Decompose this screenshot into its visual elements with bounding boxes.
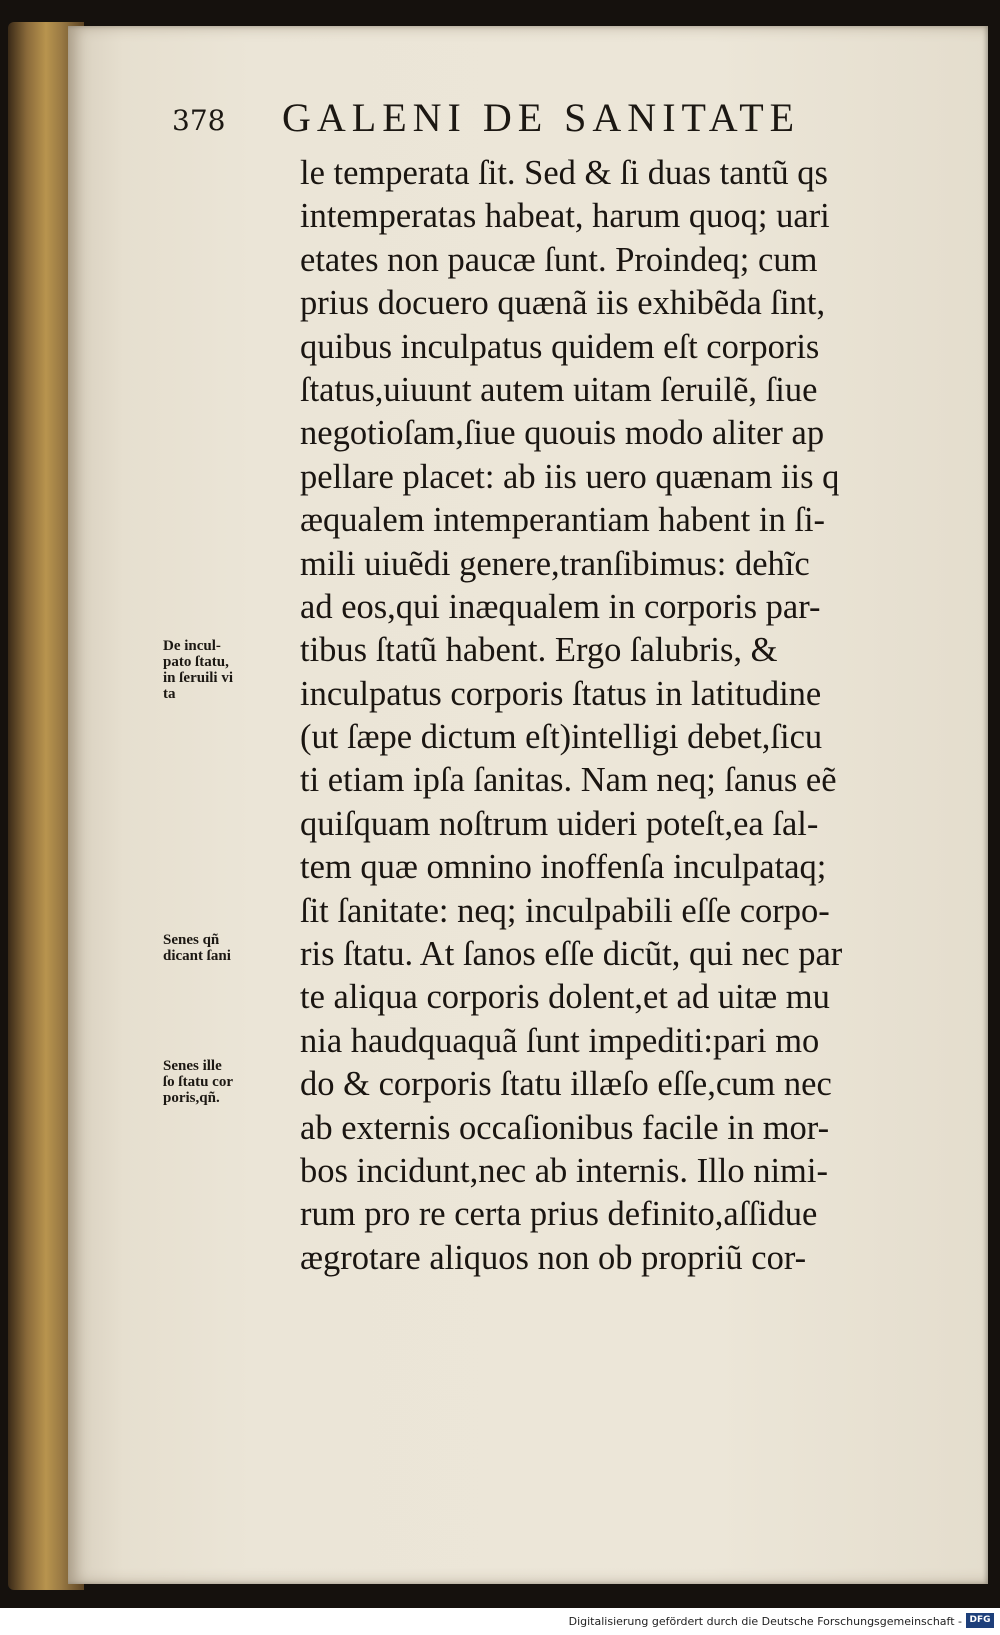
text-line: tibus ſtatũ habent. Ergo ſalubris, &	[300, 631, 778, 670]
text-line: ris ſtatu. At ſanos eſſe dicũt, qui nec par	[300, 935, 843, 974]
text-line: etates non paucæ ſunt. Proindeq; cum	[300, 240, 818, 279]
text-line: pellare placet: ab iis uero quænam iis q	[300, 457, 840, 496]
marginal-note-inculpato-statu	[163, 638, 303, 702]
text-line: quibus inculpatus quidem eſt corporis	[300, 327, 820, 366]
marginal-note-line: Senes qñ	[163, 932, 220, 948]
page-number: 378	[172, 104, 226, 137]
dfg-logo: DFG	[966, 1613, 994, 1628]
marginal-note-line: De incul-	[163, 638, 221, 654]
text-line: nia haudquaquã ſunt impediti:pari mo	[300, 1021, 820, 1060]
marginal-note-line: in ſeruili vi	[163, 670, 234, 686]
text-line: ſtatus,uiuunt autem uitam ſeruilẽ, ſiue	[300, 370, 818, 409]
text-line: tem quæ omnino inoffenſa inculpataq;	[300, 848, 827, 887]
text-line: te aliqua corporis dolent,et ad uitæ mu	[300, 978, 830, 1017]
text-line: quiſquam noſtrum uideri poteſt,ea ſal-	[300, 804, 819, 843]
text-line: inculpatus corporis ſtatus in latitudine	[300, 674, 822, 713]
body-text	[300, 152, 940, 1280]
text-line: do & corporis ſtatu illæſo eſſe,cum nec	[300, 1065, 832, 1104]
running-title: GALENI DE SANITATE	[282, 95, 801, 140]
text-line: mili uiuẽdi genere,tranſibimus: dehĩc	[300, 544, 810, 583]
footer-bar	[0, 1608, 1000, 1635]
text-line: negotioſam,ſiue quouis modo aliter ap	[300, 414, 825, 453]
funding-credit: Digitalisierung gefördert durch die Deutsche Forschungsgemeinschaft -	[568, 1615, 962, 1628]
text-line: le temperata ſit. Sed & ſi duas tantũ qs	[300, 154, 828, 192]
marginal-note-line: dicant ſani	[163, 948, 231, 964]
text-line: ti etiam ipſa ſanitas. Nam neq; ſanus eẽ	[300, 761, 837, 800]
marginal-note-line: ſo ſtatu cor	[163, 1074, 233, 1090]
text-line: æqualem intemperantiam habent in ſi-	[300, 501, 826, 540]
marginal-note-line: Senes ille	[163, 1058, 222, 1074]
running-head	[172, 82, 892, 142]
text-line: ab externis occaſionibus facile in mor-	[300, 1108, 830, 1147]
text-line: ſit ſanitate: neq; inculpabili eſſe corpo-	[300, 891, 830, 930]
text-line: (ut ſæpe dictum eſt)intelligi debet,ſicu	[300, 718, 823, 757]
marginal-note-senes-sani	[163, 932, 303, 964]
text-line: bos incidunt,nec ab internis. Illo nimi-	[300, 1151, 828, 1190]
marginal-note-line: pato ſtatu,	[163, 654, 229, 670]
text-line: ægrotare aliquos non ob propriũ cor-	[300, 1238, 807, 1277]
marginal-note-senes-illaeso	[163, 1058, 303, 1106]
text-line: rum pro re certa prius definito,aſſidue	[300, 1195, 818, 1234]
text-line: intemperatas habeat, harum quoq; uari	[300, 197, 830, 236]
marginal-note-line: ta	[163, 686, 176, 702]
text-line: prius docuero quænã iis exhibẽda ſint,	[300, 284, 826, 323]
text-line: ad eos,qui inæqualem in corporis par-	[300, 587, 821, 626]
marginal-note-line: poris,qñ.	[163, 1090, 220, 1106]
